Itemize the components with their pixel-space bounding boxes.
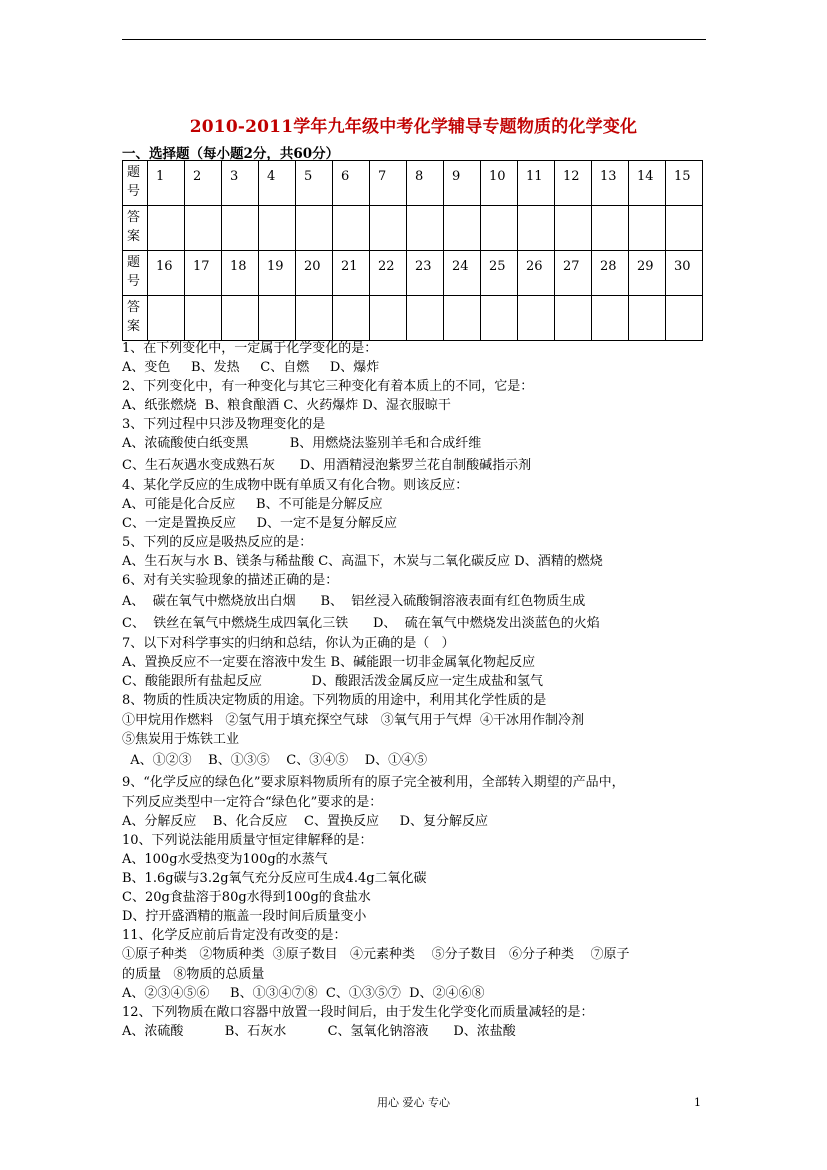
answer-cell bbox=[629, 206, 666, 251]
question-number-cell: 3 bbox=[222, 161, 259, 206]
answer-cell bbox=[555, 296, 592, 341]
question-number-cell: 18 bbox=[222, 251, 259, 296]
row-label-answer: 答案 bbox=[123, 296, 148, 341]
question-line: 下列反应类型中一定符合“绿色化”要求的是： bbox=[122, 794, 383, 810]
question-number-cell: 6 bbox=[333, 161, 370, 206]
answer-cell bbox=[222, 206, 259, 251]
question-number-cell: 13 bbox=[592, 161, 629, 206]
question-line: 11、化学反应前后肯定没有改变的是： bbox=[122, 928, 347, 944]
question-number-cell: 27 bbox=[555, 251, 592, 296]
question-line: B、1.6g碳与3.2g氧气充分反应可生成4.4g二氧化碳 bbox=[122, 871, 427, 887]
answer-cell bbox=[148, 206, 185, 251]
question-number-cell: 29 bbox=[629, 251, 666, 296]
answer-cell bbox=[555, 206, 592, 251]
question-line: 2、下列变化中，有一种变化与其它三种变化有着本质上的不同，它是： bbox=[122, 379, 534, 395]
answer-cell bbox=[518, 296, 555, 341]
question-line: 7、以下对科学事实的归纳和总结，你认为正确的是（ ） bbox=[122, 636, 455, 652]
question-line: C、一定是置换反应 D、一定不是复分解反应 bbox=[122, 515, 398, 531]
answer-cell bbox=[481, 296, 518, 341]
question-list bbox=[122, 339, 722, 1041]
question-line: C、 铁丝在氧气中燃烧生成四氧化三铁 D、 硫在氧气中燃烧发出淡蓝色的火焰 bbox=[122, 616, 600, 632]
question-number-cell: 8 bbox=[407, 161, 444, 206]
answer-cell bbox=[259, 296, 296, 341]
answer-cell bbox=[370, 206, 407, 251]
question-number-cell: 21 bbox=[333, 251, 370, 296]
question-line: A、变色 B、发热 C、自燃 D、爆炸 bbox=[122, 360, 380, 376]
answer-cell bbox=[259, 206, 296, 251]
question-number-cell: 4 bbox=[259, 161, 296, 206]
question-number-cell: 5 bbox=[296, 161, 333, 206]
question-line: A、可能是化合反应 B、不可能是分解反应 bbox=[122, 496, 383, 512]
question-line: 1、在下列变化中，一定属于化学变化的是： bbox=[122, 341, 378, 356]
answer-cell bbox=[407, 296, 444, 341]
answer-cell bbox=[481, 206, 518, 251]
answer-cell bbox=[592, 296, 629, 341]
question-number-cell: 19 bbox=[259, 251, 296, 296]
question-line: A、100g水受热变为100g的水蒸气 bbox=[122, 851, 328, 867]
question-number-cell: 9 bbox=[444, 161, 481, 206]
page-footer: 用心 爱心 专心 bbox=[377, 1096, 450, 1109]
question-number-cell: 2 bbox=[185, 161, 222, 206]
answer-cell bbox=[222, 296, 259, 341]
answer-cell bbox=[296, 296, 333, 341]
answer-cell bbox=[444, 296, 481, 341]
question-number-cell: 10 bbox=[481, 161, 518, 206]
question-number-cell: 17 bbox=[185, 251, 222, 296]
question-line: A、 碳在氧气中燃烧放出白烟 B、 铝丝浸入硫酸铜溶液表面有红色物质生成 bbox=[122, 594, 586, 610]
question-number-cell: 12 bbox=[555, 161, 592, 206]
question-line: 10、下列说法能用质量守恒定律解释的是： bbox=[122, 832, 373, 848]
question-line: A、浓硫酸使白纸变黑 B、用燃烧法鉴别羊毛和合成纤维 bbox=[122, 436, 482, 452]
question-line: 8、物质的性质决定物质的用途。下列物质的用途中，利用其化学性质的是 bbox=[122, 693, 547, 709]
answer-row bbox=[123, 296, 703, 341]
section-heading: 一、选择题（每小题2分，共60分） bbox=[122, 146, 340, 162]
answer-cell bbox=[370, 296, 407, 341]
question-line: 3、下列过程中只涉及物理变化的是 bbox=[122, 417, 326, 433]
row-label-question: 题号 bbox=[123, 251, 148, 296]
question-line: A、②③④⑤⑥ B、①③④⑦⑧ C、①③⑤⑦ D、②④⑥⑧ bbox=[122, 985, 485, 1001]
answer-cell bbox=[148, 296, 185, 341]
question-line: A、①②③ B、①③⑤ C、③④⑤ D、①④⑤ bbox=[122, 752, 428, 768]
question-line: A、生石灰与水 B、镁条与稀盐酸 C、高温下，木炭与二氧化碳反应 D、酒精的燃烧 bbox=[122, 553, 603, 569]
question-number-cell: 14 bbox=[629, 161, 666, 206]
question-number-cell: 22 bbox=[370, 251, 407, 296]
row-label-question: 题号 bbox=[123, 161, 148, 206]
header-rule bbox=[122, 39, 706, 40]
question-line: 12、下列物质在敞口容器中放置一段时间后，由于发生化学变化而质量减轻的是： bbox=[122, 1004, 594, 1020]
question-number-cell: 11 bbox=[518, 161, 555, 206]
question-line: A、纸张燃烧 B、粮食酿酒 C、火药爆炸 D、湿衣服晾干 bbox=[122, 398, 451, 414]
answer-cell bbox=[333, 206, 370, 251]
answer-cell bbox=[185, 206, 222, 251]
row-label-answer: 答案 bbox=[123, 206, 148, 251]
question-number-row bbox=[123, 161, 703, 206]
question-line: A、置换反应不一定要在溶液中发生 B、碱能跟一切非金属氧化物起反应 bbox=[122, 655, 536, 671]
question-line: 9、“化学反应的绿色化”要求原料物质所有的原子完全被利用，全部转入期望的产品中， bbox=[122, 774, 625, 790]
answer-cell bbox=[629, 296, 666, 341]
question-number-cell: 30 bbox=[666, 251, 703, 296]
question-number-cell: 25 bbox=[481, 251, 518, 296]
question-number-cell: 15 bbox=[666, 161, 703, 206]
answer-cell bbox=[444, 206, 481, 251]
answer-cell bbox=[185, 296, 222, 341]
question-line: A、浓硫酸 B、石灰水 C、氢氧化钠溶液 D、浓盐酸 bbox=[122, 1023, 516, 1039]
question-line: ①甲烷用作燃料 ②氢气用于填充探空气球 ③氧气用于气焊 ④干冰用作制冷剂 bbox=[122, 712, 585, 728]
question-line: 4、某化学反应的生成物中既有单质又有化合物。则该反应： bbox=[122, 477, 469, 493]
question-number-cell: 16 bbox=[148, 251, 185, 296]
page-title: 2010-2011学年九年级中考化学辅导专题物质的化学变化 bbox=[189, 117, 638, 137]
question-number-cell: 24 bbox=[444, 251, 481, 296]
answer-cell bbox=[666, 206, 703, 251]
question-number-cell: 26 bbox=[518, 251, 555, 296]
question-line: 6、对有关实验现象的描述正确的是： bbox=[122, 573, 339, 589]
answer-cell bbox=[407, 206, 444, 251]
question-line: 的质量 ⑧物质的总质量 bbox=[122, 966, 265, 982]
answer-cell bbox=[592, 206, 629, 251]
question-number-cell: 23 bbox=[407, 251, 444, 296]
question-line: C、生石灰遇水变成熟石灰 D、用酒精浸泡紫罗兰花自制酸碱指示剂 bbox=[122, 457, 532, 473]
answer-cell bbox=[666, 296, 703, 341]
question-line: C、酸能跟所有盐起反应 D、酸跟活泼金属反应一定生成盐和氢气 bbox=[122, 674, 543, 690]
question-number-cell: 7 bbox=[370, 161, 407, 206]
question-line: ①原子种类 ②物质种类 ③原子数目 ④元素种类 ⑤分子数目 ⑥分子种类 ⑦原子 bbox=[122, 947, 630, 963]
answer-cell bbox=[333, 296, 370, 341]
answer-table bbox=[122, 160, 703, 341]
question-number-cell: 28 bbox=[592, 251, 629, 296]
question-number-cell: 20 bbox=[296, 251, 333, 296]
question-line: D、拧开盛酒精的瓶盖一段时间后质量变小 bbox=[122, 909, 367, 925]
page-number: 1 bbox=[694, 1096, 701, 1109]
answer-cell bbox=[518, 206, 555, 251]
question-line: 5、下列的反应是吸热反应的是： bbox=[122, 534, 313, 550]
answer-cell bbox=[296, 206, 333, 251]
question-line: C、20g食盐溶于80g水得到100g的食盐水 bbox=[122, 890, 371, 906]
question-number-row bbox=[123, 251, 703, 296]
question-number-cell: 1 bbox=[148, 161, 185, 206]
question-line: ⑤焦炭用于炼铁工业 bbox=[122, 731, 240, 747]
question-line: A、分解反应 B、化合反应 C、置换反应 D、复分解反应 bbox=[122, 813, 489, 829]
answer-row bbox=[123, 206, 703, 251]
